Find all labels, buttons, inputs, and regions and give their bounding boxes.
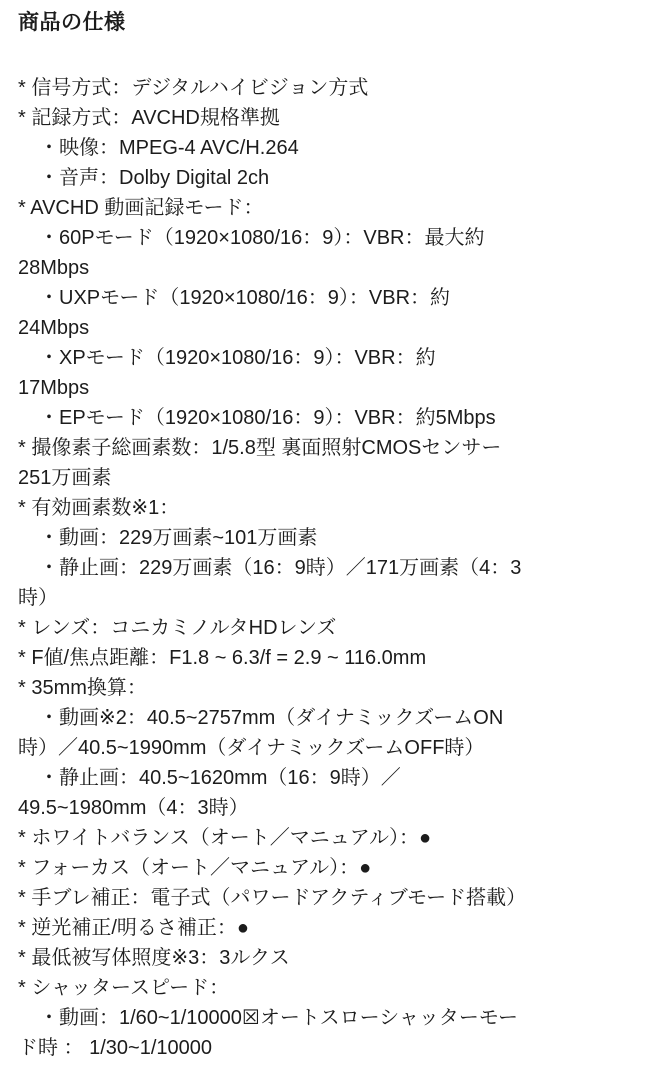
spec-line: ・映像：MPEG-4 AVC/H.264 (39, 137, 299, 159)
spec-line: * レンズ：コニカミノルタHDレンズ (18, 617, 337, 639)
spec-line: * 撮像素子総画素数：1/5.8型 裏面照射CMOSセンサー (18, 437, 502, 459)
spec-line: * F値/焦点距離：F1.8 ~ 6.3/f = 2.9 ~ 116.0mm (18, 647, 427, 669)
page-title: 商品の仕様 (18, 11, 126, 34)
spec-line: ・動画：1/60~1/10000☒オートスローシャッターモー (39, 1007, 519, 1029)
spec-line: ド時 ： 1/30~1/10000 (18, 1037, 213, 1059)
spec-line: ・静止画：229万画素（16：9時）／171万画素（4：3 (39, 557, 522, 579)
spec-line: * 手ブレ補正：電子式（パワードアクティブモード搭載） (18, 887, 527, 909)
spec-line: ・UXPモード（1920×1080/16：9）：VBR：約 (39, 287, 451, 309)
spec-line: * 記録方式：AVCHD規格準拠 (18, 107, 280, 129)
spec-list (18, 73, 657, 1063)
spec-line: ・XPモード（1920×1080/16：9）：VBR：約 (39, 347, 436, 369)
spec-line: * 最低被写体照度※3：3ルクス (18, 947, 290, 969)
spec-line: * フォーカス（オート／マニュアル）：● (18, 857, 372, 879)
spec-line: * 有効画素数※1： (18, 497, 180, 519)
spec-line: 17Mbps (18, 377, 90, 399)
spec-line: * シャッタースピード： (18, 977, 230, 999)
spec-line: ・動画：229万画素~101万画素 (39, 527, 318, 549)
spec-line: * 逆光補正/明るさ補正：● (18, 917, 249, 939)
spec-line: 28Mbps (18, 257, 90, 279)
spec-line: * 35mm換算： (18, 677, 147, 699)
spec-line: ・EPモード（1920×1080/16：9）：VBR：約5Mbps (39, 407, 496, 429)
spec-line: ・動画※2：40.5~2757mm（ダイナミックズームON (39, 707, 504, 729)
spec-line: ・60Pモード（1920×1080/16：9）：VBR：最大約 (39, 227, 485, 249)
spec-line: 49.5~1980mm（4：3時） (18, 797, 249, 819)
spec-line: 24Mbps (18, 317, 90, 339)
spec-line: ・音声：Dolby Digital 2ch (39, 167, 270, 189)
spec-line: * 信号方式：デジタルハイビジョン方式 (18, 77, 369, 99)
spec-line: 251万画素 (18, 467, 112, 489)
spec-line: * AVCHD 動画記録モード： (18, 197, 264, 219)
spec-line: 時） (18, 587, 58, 609)
spec-line: ・静止画：40.5~1620mm（16：9時）／ (39, 767, 401, 789)
spec-line: 時）／40.5~1990mm（ダイナミックズームOFF時） (18, 737, 485, 759)
spec-line: * ホワイトバランス（オート／マニュアル）：● (18, 827, 432, 849)
